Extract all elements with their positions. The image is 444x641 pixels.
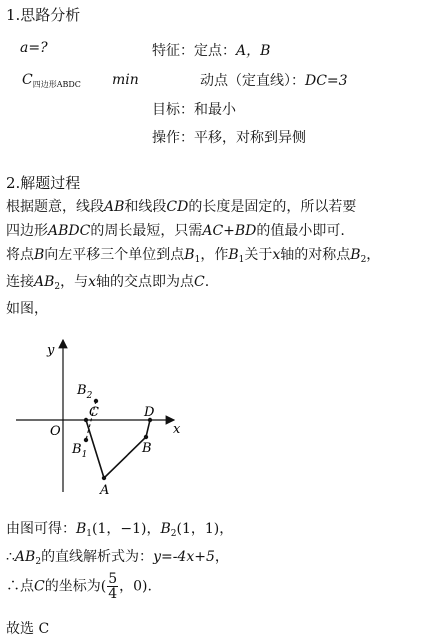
perimeter-subscript: 四边形ABDC: [32, 80, 81, 89]
moving-label: 动点（定直线）：: [200, 73, 305, 89]
subscript: 1: [86, 529, 93, 539]
label-a: A: [100, 483, 110, 498]
denominator: 4: [108, 586, 118, 602]
fraction-5-4: [107, 572, 118, 601]
coordinate-figure: [0, 330, 200, 500]
point-b1: B: [76, 521, 87, 537]
answer-line: 故选 C: [6, 621, 50, 637]
result-line-2: [6, 546, 229, 567]
subscript: 2: [35, 557, 42, 567]
point-b-dot: [144, 435, 148, 439]
section-title-analysis: 1.思路分析: [6, 6, 81, 24]
text: 和线段: [124, 199, 167, 215]
perimeter-c: C: [22, 72, 33, 88]
text: 将点: [6, 247, 34, 263]
point-c: C: [194, 274, 205, 290]
point-b1-dot: [84, 438, 88, 442]
min-label: min: [112, 72, 139, 88]
label-b: B: [142, 441, 152, 456]
segment-ab: AB: [104, 199, 125, 215]
point-c-dot: [84, 418, 88, 422]
subscript: 1: [194, 255, 201, 265]
line-equation: y=-4x+5: [153, 549, 215, 565]
text: 轴的对称点: [280, 247, 351, 263]
feature-line: [152, 40, 270, 60]
unknown-a: a=?: [20, 40, 48, 56]
b1-sub: 1: [81, 450, 88, 460]
point-c: C: [34, 578, 45, 595]
moving-value: DC=3: [305, 73, 348, 89]
axis-x: x: [88, 274, 97, 290]
text: 的长度是固定的，所以若要: [188, 199, 357, 215]
paragraph-line-5: 如图，: [6, 301, 48, 317]
text: 连接: [6, 274, 34, 290]
feature-label: 特征：定点：: [152, 43, 236, 59]
path-c-a-b-d: [86, 420, 150, 478]
b2-sub: 2: [86, 391, 93, 401]
perimeter-symbol: [22, 72, 81, 90]
segment-cd: CD: [166, 199, 189, 215]
segment-ab2: AB: [34, 274, 55, 290]
text: 的坐标为(: [44, 578, 107, 595]
coord-b2: (1，1): [176, 521, 220, 537]
result-line-3: [6, 572, 152, 601]
point-b2: B: [160, 521, 171, 537]
feature-points: A，B: [236, 43, 271, 59]
quad-abdc: ABDC: [48, 223, 91, 239]
operation-line: 操作：平移，对称到异侧: [152, 130, 306, 146]
label-o: O: [50, 424, 61, 439]
label-x: x: [173, 422, 181, 437]
text: 关于: [244, 247, 273, 263]
label-y: y: [47, 343, 55, 358]
text: 的值最小即可.: [256, 223, 345, 239]
axis-x: x: [272, 247, 281, 263]
subscript: 2: [360, 255, 367, 265]
label-d: D: [144, 405, 155, 420]
text: 四边形: [6, 223, 48, 239]
segment-ab2: AB: [14, 549, 36, 565]
text: ，: [366, 247, 381, 263]
point-b1: B: [184, 247, 195, 263]
point-a-dot: [102, 476, 106, 480]
point-b2-dot: [94, 399, 98, 403]
point-b: B: [34, 247, 45, 263]
paragraph-line-1: [6, 196, 356, 216]
text: ，: [146, 521, 161, 537]
b1-main: B: [72, 442, 82, 457]
text: 轴的交点即为点: [96, 274, 195, 290]
paragraph-line-4: [6, 271, 209, 292]
subscript: 2: [170, 529, 177, 539]
text: ，: [219, 521, 234, 537]
therefore: ∴: [6, 549, 15, 565]
label-c: C: [89, 405, 99, 420]
result-line-1: [6, 518, 233, 539]
coord-b1: (1，−1): [92, 521, 147, 537]
numerator: 5: [108, 571, 118, 587]
target-line: 目标：和最小: [152, 102, 236, 118]
point-b1: B: [228, 247, 239, 263]
subscript: 2: [54, 282, 61, 292]
label-b1: [71, 442, 87, 460]
text: ，: [214, 549, 229, 565]
text: ，0).: [119, 578, 152, 595]
moving-line: [200, 70, 348, 90]
label-b2: [76, 383, 93, 401]
text: ，作: [200, 247, 229, 263]
paragraph-line-2: [6, 220, 345, 240]
b2-main: B: [77, 383, 87, 398]
section-title-solution: 2.解题过程: [6, 174, 81, 192]
text: 的直线解析式为：: [41, 549, 154, 565]
subscript: 1: [238, 255, 245, 265]
text: 的周长最短，只需: [90, 223, 203, 239]
point-b2: B: [350, 247, 361, 263]
text: ∴点: [6, 578, 34, 595]
text: ，与: [60, 274, 89, 290]
text: .: [204, 274, 210, 290]
paragraph-line-3: [6, 244, 380, 265]
sum-ac-bd: AC+BD: [202, 223, 257, 239]
text: 由图可得：: [6, 521, 76, 537]
text: 根据题意，线段: [6, 199, 104, 215]
text: 向左平移三个单位到点: [44, 247, 185, 263]
